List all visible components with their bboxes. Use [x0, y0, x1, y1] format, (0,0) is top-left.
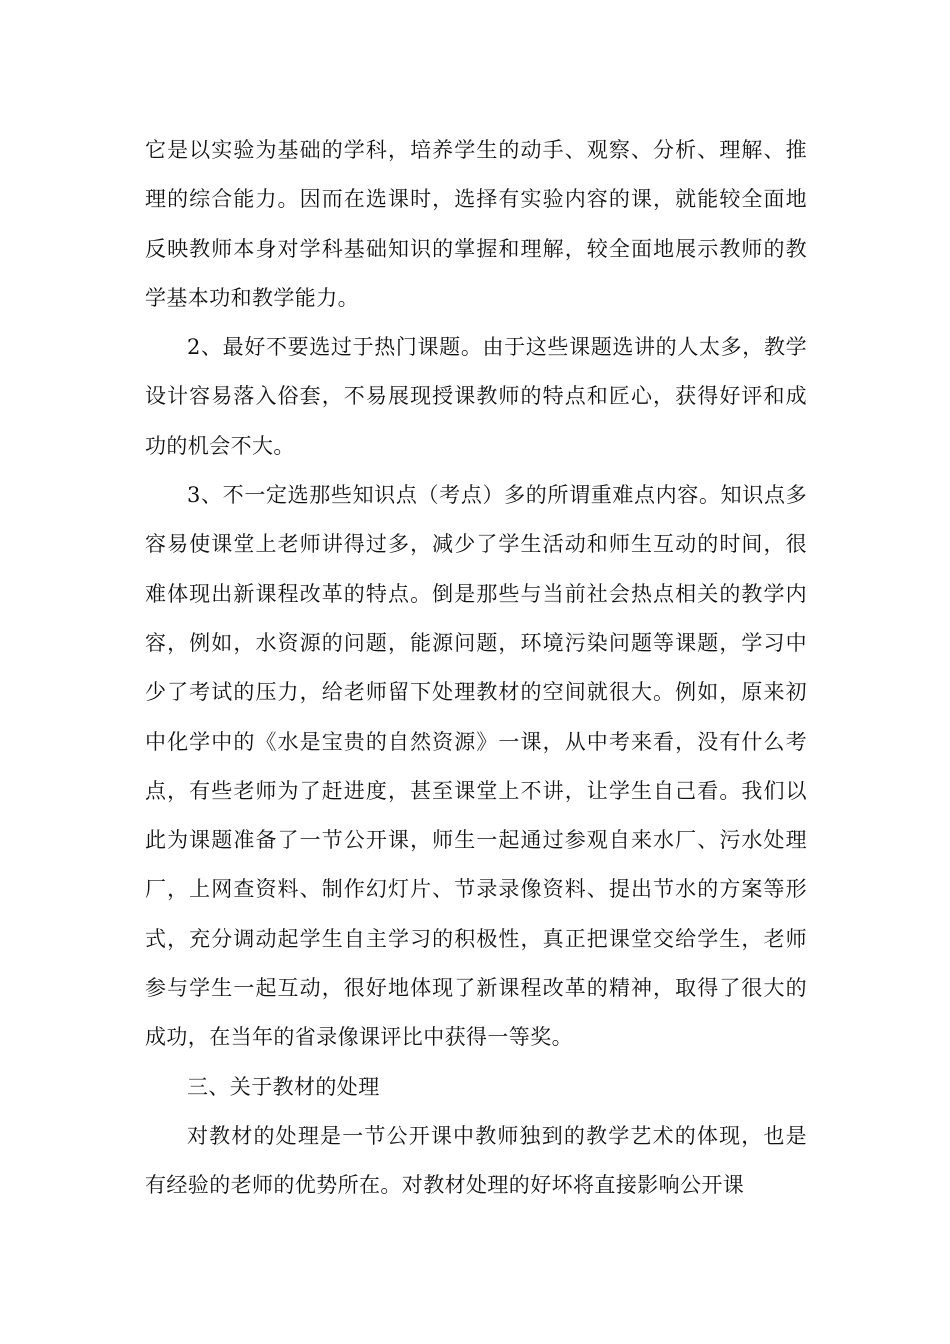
paragraph-textbook-handling: 对教材的处理是一节公开课中教师独到的教学艺术的体现，也是有经验的老师的优势所在。对教材处理的好坏将直接影响公开课 — [145, 1123, 807, 1198]
paragraph-point-3: 3、不一定选那些知识点（考点）多的所谓重难点内容。知识点多容易使课堂上老师讲得过多，减少了学生活动和师生互动的时间，很难体现出新课程改革的特点。倒是那些与当前社会热点相关的教学内容，例如，水资源的问题，能源问题，环境污染问题等课题，学习中少了考试的压力，给老师留下处理教材的空间就很大。例如，原来初中化学中的《水是宝贵的自然资源》一课，从中考来看，没有什么考点，有些老师为了赶进度，甚至课堂上不讲，让学生自己看。我们以此为课题准备了一节公开课，师生一起通过参观自来水厂、污水处理厂，上网查资料、制作幻灯片、节录录像资料、提出节水的方案等形式，充分调动起学生自主学习的积极性，真正把课堂交给学生，老师参与学生一起互动，很好地体现了新课程改革的精神，取得了很大的成功，在当年的省录像课评比中获得一等奖。 — [145, 483, 807, 1050]
section-heading: 三、关于教材的处理 — [187, 1074, 380, 1099]
paragraph-point-2: 2、最好不要选过于热门课题。由于这些课题选讲的人太多，教学设计容易落入俗套，不易展现授课教师的特点和匠心，获得好评和成功的机会不大。 — [145, 335, 807, 458]
paragraph-continuation: 它是以实验为基础的学科，培养学生的动手、观察、分析、理解、推理的综合能力。因而在选课时，选择有实验内容的课，就能较全面地反映教师本身对学科基础知识的掌握和理解，较全面地展示教师的教学基本功和教学能力。 — [145, 138, 807, 310]
document-body — [145, 126, 807, 1211]
